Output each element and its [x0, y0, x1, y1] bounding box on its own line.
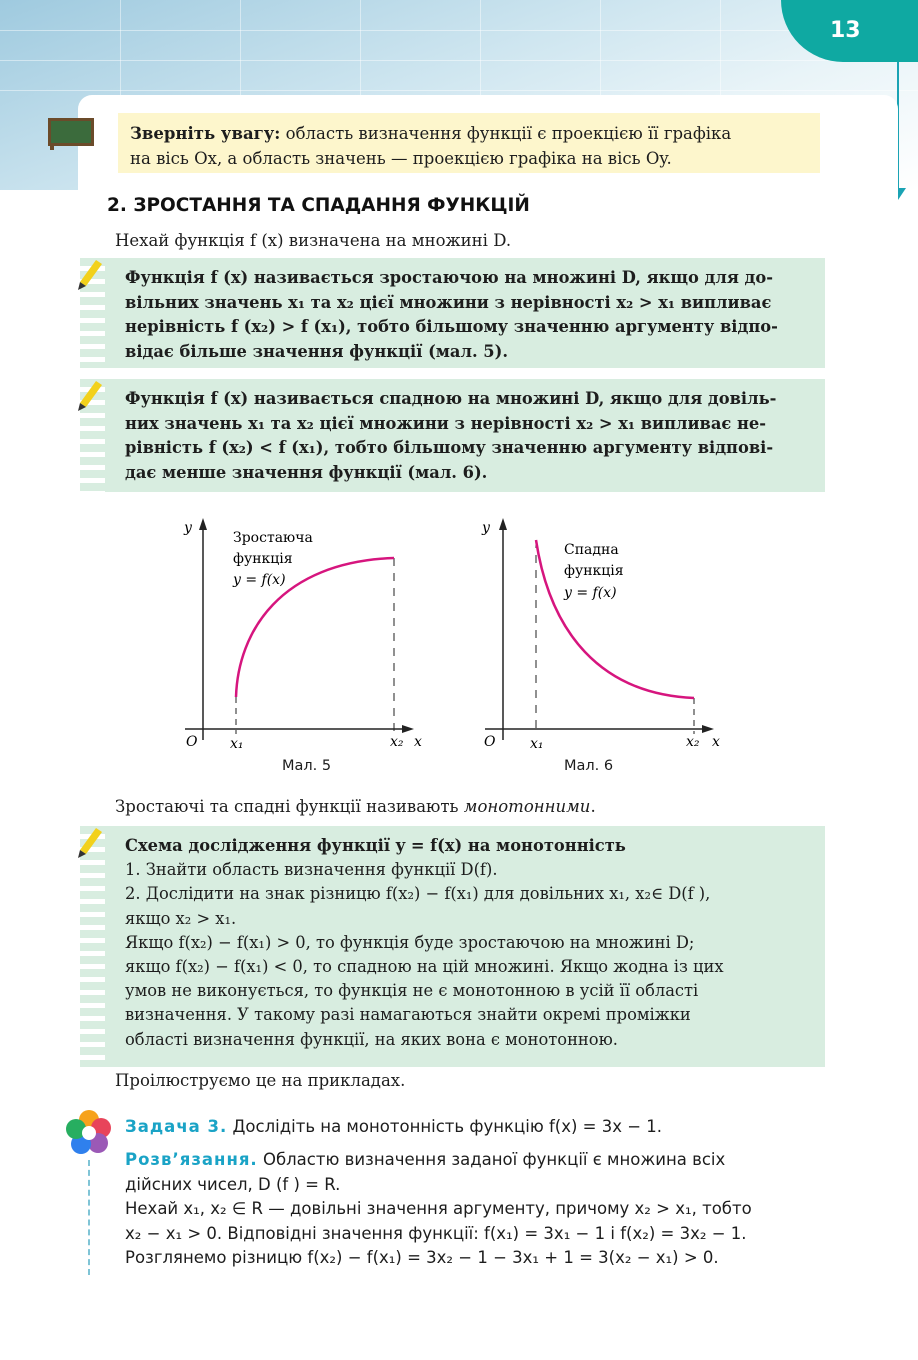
flower-icon [64, 1108, 114, 1158]
figure-increasing [170, 512, 440, 757]
illustrate-line: Проілюструємо це на прикладах. [115, 1071, 406, 1090]
origin-label: O [484, 734, 496, 750]
definition-increasing [105, 258, 825, 368]
axis-y-label: y [184, 520, 192, 536]
graph-title-line: функція [564, 563, 624, 579]
schema-line: області визначення функції, на яких вона є монотонною. [125, 1029, 618, 1049]
note-bold-label: Зверніть увагу: [130, 124, 281, 143]
axis-x-label: x [712, 734, 720, 750]
solution-block [125, 1148, 825, 1271]
def-line: Функція f (x) називається спадною на множині D, якщо для довіль- [125, 389, 777, 408]
schema-line: 1. Знайти область визначення функції D(f). [125, 860, 498, 880]
page-number: 13 [830, 18, 861, 43]
def-line: відає більше значення функції (мал. 5). [125, 341, 508, 361]
figure-decreasing [470, 512, 740, 757]
task-text: Дослідіть на монотонність функцію f(x) = 3x − 1. [227, 1117, 663, 1136]
section-title: 2. ЗРОСТАННЯ ТА СПАДАННЯ ФУНКЦІЙ [107, 195, 530, 216]
task-label: Задача 3. [125, 1117, 228, 1136]
chalkboard-icon [46, 116, 96, 150]
attention-note [118, 113, 820, 173]
def-line: дає менше значення функції (мал. 6). [125, 462, 488, 482]
monotone-sentence [115, 794, 596, 819]
def-line: нерівність f (x₂) > f (x₁), тобто більшому значенню аргументу відпо- [125, 317, 778, 336]
figure-caption: Мал. 6 [564, 758, 614, 774]
y-axis-arrow-icon [499, 518, 507, 530]
schema-line: якщо f(x₂) − f(x₁) < 0, то спадною на цій множині. Якщо жодна із цих [125, 957, 724, 977]
monotone-before: Зростаючі та спадні функції називають [115, 797, 464, 816]
figure-caption: Мал. 5 [282, 758, 332, 774]
marker-icon [70, 375, 106, 415]
marker-icon [70, 822, 106, 862]
marker-icon [70, 254, 106, 294]
note-line2: на вісь Ox, а область значень — проекцією графіка на вісь Oy. [130, 149, 672, 168]
x-axis-arrow-icon [702, 725, 714, 733]
y-axis-arrow-icon [199, 518, 207, 530]
graph-title-line: функція [233, 551, 293, 567]
section-intro: Нехай функція f (x) визначена на множині D. [115, 231, 512, 250]
solution-label: Розв’язання. [125, 1150, 258, 1169]
monotone-after: . [590, 797, 596, 816]
graph-title-line: y = f(x) [233, 572, 286, 588]
solution-line: дійсних чисел, D (f ) = R. [125, 1174, 341, 1194]
task-header [125, 1115, 825, 1140]
solution-text: Областю визначення заданої функції є множина всіх [257, 1150, 726, 1169]
axis-x-label: x [414, 734, 422, 750]
origin-label: O [186, 734, 198, 750]
def-line: них значень x₁ та x₂ цієї множини з нерівності x₂ > x₁ випливає не- [125, 413, 767, 433]
x2-label: x₂ [390, 734, 404, 750]
definition-decreasing [105, 379, 825, 492]
schema-title: Схема дослідження функції y = f(x) на монотонність [125, 836, 626, 855]
monotonicity-schema [105, 826, 825, 1067]
schema-line: визначення. У такому разі намагаються знайти окремі проміжки [125, 1005, 691, 1025]
note-line1: область визначення функції є проекцією її графіка [280, 124, 732, 143]
monotone-term: монотонними [463, 797, 591, 816]
axis-y-label: y [482, 520, 490, 536]
graph-title-line: y = f(x) [564, 585, 617, 601]
schema-line: Якщо f(x₂) − f(x₁) > 0, то функція буде зростаючою на множині D; [125, 932, 695, 952]
x1-label: x₁ [530, 736, 544, 752]
def-line: рівність f (x₂) < f (x₁), тобто більшому значенню аргументу відпові- [125, 438, 774, 457]
schema-line: 2. Дослідити на знак різницю f(x₂) − f(x₁) для довільних x₁, x₂∈ D(f ), [125, 884, 711, 904]
schema-line: умов не виконується, то функція не є монотонною в усій її області [125, 981, 699, 1001]
x-axis-arrow-icon [402, 725, 414, 733]
graph-title-line: Зростаюча [233, 530, 313, 546]
graph-title-line: Спадна [564, 542, 619, 558]
def-line: Функція f (x) називається зростаючою на множині D, якщо для до- [125, 268, 774, 287]
schema-line: якщо x₂ > x₁. [125, 908, 237, 928]
solution-line: Розглянемо різницю f(x₂) − f(x₁) = 3x₂ − 1 − 3x₁ + 1 = 3(x₂ − x₁) > 0. [125, 1248, 719, 1267]
solution-line: x₂ − x₁ > 0. Відповідні значення функції: f(x₁) = 3x₁ − 1 і f(x₂) = 3x₂ − 1. [125, 1223, 747, 1243]
box-stripe [80, 826, 106, 1067]
solution-line: Нехай x₁, x₂ ∈ R — довільні значення аргументу, причому x₂ > x₁, тобто [125, 1199, 752, 1218]
x2-label: x₂ [686, 734, 700, 750]
def-line: вільних значень x₁ та x₂ цієї множини з нерівності x₂ > x₁ випливає [125, 292, 772, 312]
x1-label: x₁ [230, 736, 244, 752]
dashed-margin-line [88, 1160, 90, 1275]
